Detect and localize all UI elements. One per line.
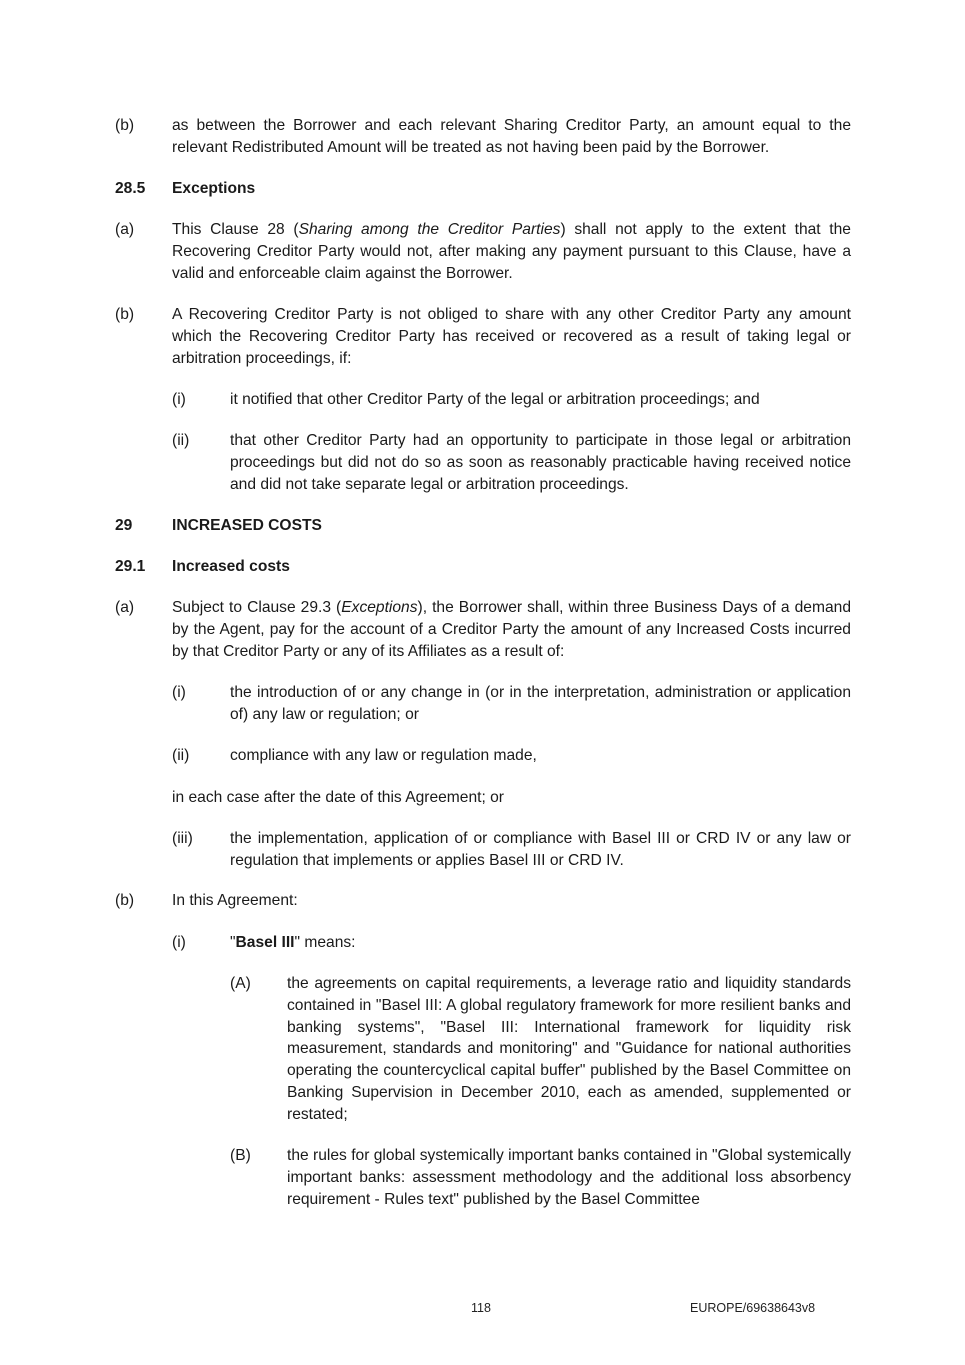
paragraph-text: A Recovering Creditor Party is not obliged to share with any other Creditor Party any amount which the Recovering Creditor Party has received or recovered as a result of taking legal or arbitration proceedings, if: [172,306,851,367]
paragraph-label: (b) [115,892,135,909]
paragraph-text: it notified that other Creditor Party of the legal or arbitration proceedings; and [230,391,760,408]
heading-number: 29.1 [115,558,146,575]
heading-title: Increased costs [172,558,290,575]
paragraph-text: in each case after the date of this Agreement; or [172,789,504,806]
paragraph-label: (iii) [172,830,193,847]
paragraph-text: as between the Borrower and each relevant Sharing Creditor Party, an amount equal to the relevant Redistributed Amount will be treated as not having been paid by the Borrower. [172,117,851,156]
paragraph-text: that other Creditor Party had an opportunity to participate in those legal or arbitration proceedings but did not do so as soon as reasonably practicable having received notice and did not take separate legal or arbitration proceedings. [230,432,851,493]
paragraph-text: Subject to Clause 29.3 (Exceptions), the Borrower shall, within three Business Days of a demand by the Agent, pay for the account of a Creditor Party the amount of any Increased Costs incurred by that Creditor Party or any of its Affiliates as a result of: [172,599,851,660]
paragraph-label: (ii) [172,432,190,449]
paragraph-text: the implementation, application of or compliance with Basel III or CRD IV or any law or regulation that implements or applies Basel III or CRD IV. [230,830,851,869]
paragraph-label: (a) [115,221,135,238]
paragraph-label: (i) [172,934,186,951]
heading-title: Exceptions [172,180,256,197]
paragraph-label: (ii) [172,747,190,764]
paragraph-label: (a) [115,599,135,616]
paragraph-label: (i) [172,684,186,701]
paragraph-text: the agreements on capital requirements, a leverage ratio and liquidity standards contained in "Basel III: A global regulatory framework for more resilient banks and banking systems", "Basel III: International framework for liquidity risk measurement, standards and monitoring" and "Guidance for national authorities operating the countercyclical capital buffer" published by the Basel Committee on Banking Supervision in December 2010, each as amended, supplemented or restated; [287,975,851,1123]
paragraph-text: the rules for global systemically important banks contained in "Global systemically important banks: assessment methodology and the additional loss absorbency requirement - Rules text" published by the Basel Committee [287,1147,851,1208]
paragraph-label: (B) [230,1147,251,1164]
page-number: 118 [471,1301,491,1315]
paragraph-label: (A) [230,975,251,992]
paragraph-text: compliance with any law or regulation made, [230,747,537,764]
defined-term: Basel III [235,934,295,951]
paragraph-label: (i) [172,391,186,408]
paragraph-text: This Clause 28 (Sharing among the Creditor Parties) shall not apply to the extent that the Recovering Creditor Party would not, after making any payment pursuant to this Clause, have a valid and enforceable claim against the Borrower. [172,221,851,282]
paragraph-text: the introduction of or any change in (or in the interpretation, administration or application of) any law or regulation; or [230,684,851,723]
paragraph-text: In this Agreement: [172,892,298,909]
paragraph-label: (b) [115,117,135,134]
heading-title: INCREASED COSTS [172,517,322,534]
paragraph-label: (b) [115,306,135,323]
heading-number: 28.5 [115,180,146,197]
heading-number: 29 [115,517,133,534]
document-reference: EUROPE/69638643v8 [690,1301,816,1315]
paragraph-text: "Basel III" means: [230,934,356,951]
